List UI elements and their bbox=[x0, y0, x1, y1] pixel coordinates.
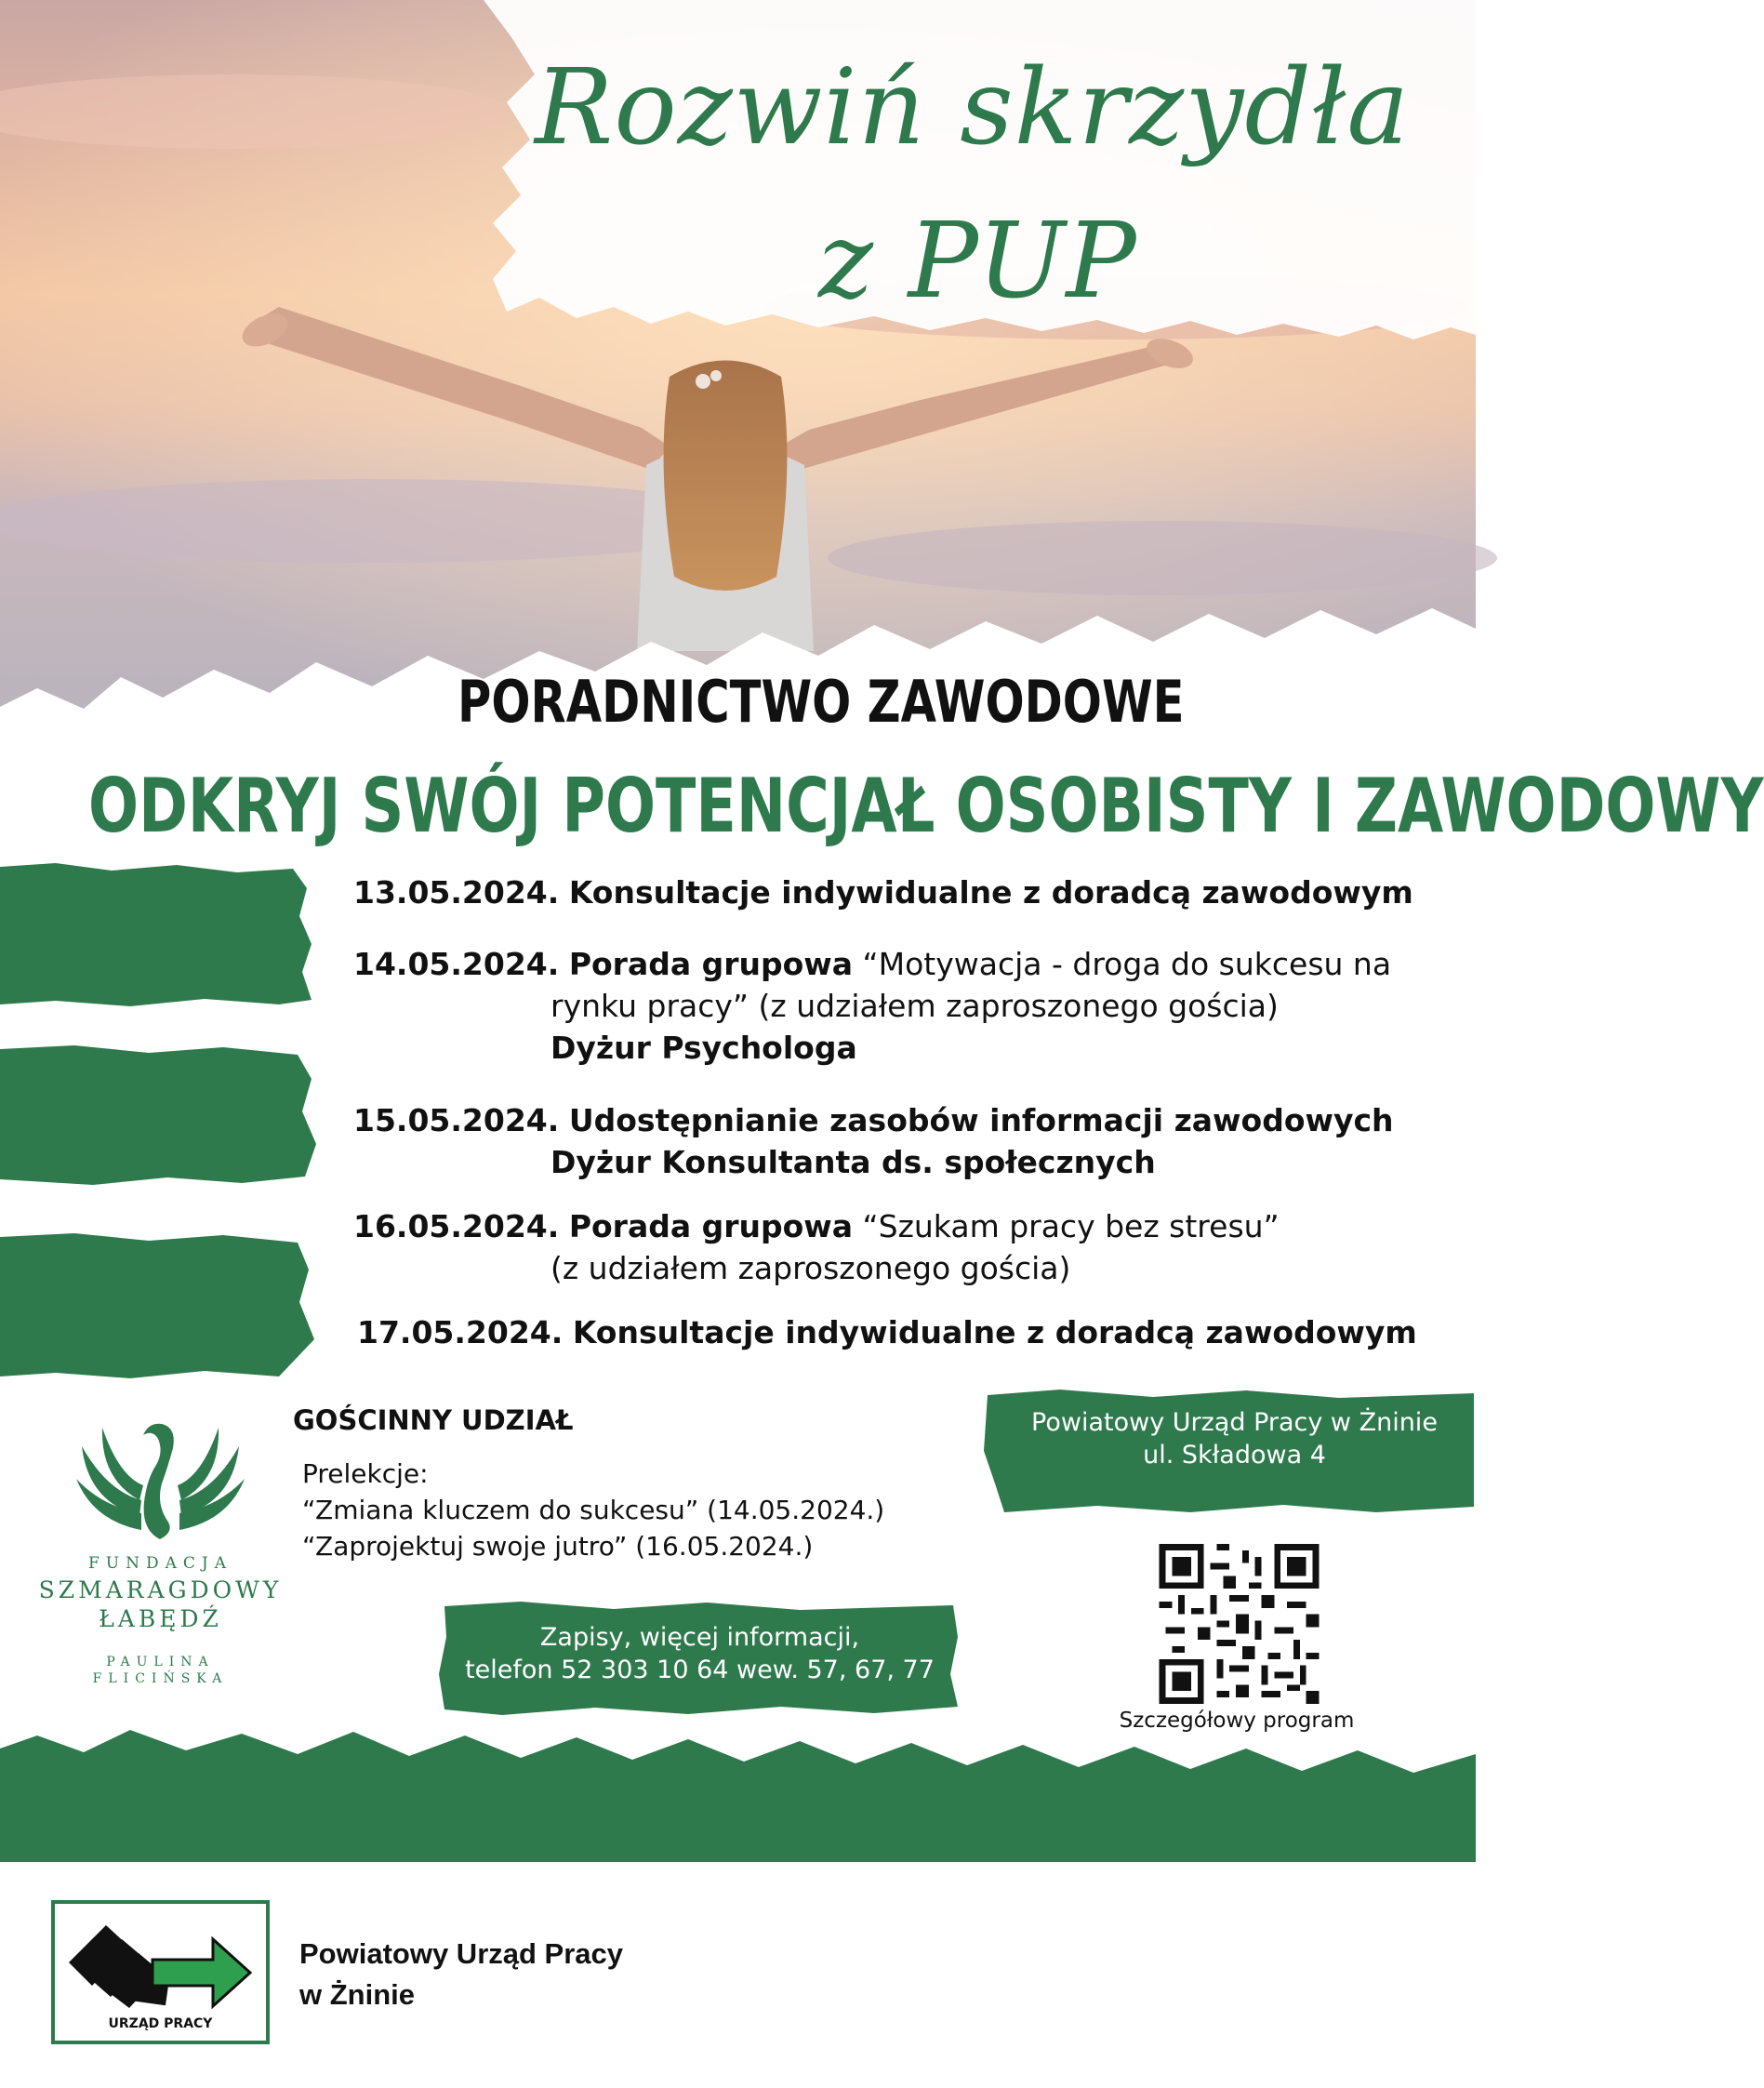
schedule-item-4 bbox=[353, 1205, 1280, 1289]
schedule-date: 13.05.2024. bbox=[353, 874, 560, 911]
schedule-text-line2: (z udziałem zaproszonego gościa) bbox=[550, 1250, 1071, 1286]
schedule-text: Konsultacje indywidualne z doradcą zawodowym bbox=[568, 874, 1413, 911]
schedule-text: Porada grupowa bbox=[568, 946, 854, 982]
schedule-date: 17.05.2024. bbox=[357, 1314, 564, 1350]
schedule-text-line2: rynku pracy” (z udziałem zaproszonego gościa) bbox=[550, 988, 1279, 1024]
qr-caption: Szczegółowy program bbox=[1119, 1709, 1355, 1733]
office-address bbox=[1000, 1406, 1469, 1471]
schedule-item-1 bbox=[353, 871, 1413, 913]
section-heading: PORADNICTWO ZAWODOWE bbox=[458, 668, 1185, 736]
foundation-name-line1: SZMARAGDOWY bbox=[38, 1576, 283, 1603]
pup-logo-text: URZĄD PRACY bbox=[108, 2016, 213, 2031]
foundation-logo bbox=[37, 1390, 284, 1686]
pup-arrow-logo-icon bbox=[64, 1911, 259, 2014]
footer-office-line2: w Żninie bbox=[299, 1978, 415, 2011]
pup-logo bbox=[51, 1900, 270, 2044]
swan-logo-icon bbox=[37, 1390, 284, 1549]
schedule-text-regular: “Szukam pracy bez stresu” bbox=[862, 1208, 1280, 1244]
contact-info bbox=[446, 1621, 953, 1686]
schedule-date: 14.05.2024. bbox=[353, 946, 560, 982]
hero-title-line2: z PUP bbox=[818, 201, 1137, 322]
office-name: Powiatowy Urząd Pracy w Żninie bbox=[1031, 1408, 1438, 1437]
foundation-name-line2: ŁABĘDŹ bbox=[99, 1605, 222, 1632]
schedule-item-3 bbox=[353, 1099, 1394, 1183]
footer-office-line1: Powiatowy Urząd Pracy bbox=[299, 1937, 624, 1970]
schedule-text-regular: “Motywacja - droga do sukcesu na bbox=[862, 946, 1392, 982]
schedule-text: Porada grupowa bbox=[568, 1208, 854, 1244]
schedule-item-5 bbox=[357, 1311, 1417, 1353]
schedule-text: Konsultacje indywidualne z doradcą zawodowym bbox=[572, 1314, 1417, 1350]
contact-phone: telefon 52 303 10 64 wew. 57, 67, 77 bbox=[465, 1656, 935, 1684]
section-subheading: ODKRYJ SWÓJ POTENCJAŁ OSOBISTY I ZAWODOWY bbox=[88, 763, 1764, 849]
foundation-label: FUNDACJA bbox=[87, 1554, 232, 1573]
schedule-text-line3: Dyżur Psychologa bbox=[550, 1030, 857, 1066]
contact-line1: Zapisy, więcej informacji, bbox=[539, 1623, 860, 1652]
guest-talk-1: “Zmiana kluczem do sukcesu” (14.05.2024.) bbox=[302, 1495, 885, 1525]
foundation-person-line2: FLICIŃSKA bbox=[92, 1671, 229, 1686]
hero-title-line1: Rozwiń skrzydła bbox=[535, 47, 1411, 168]
schedule-text: Udostępnianie zasobów informacji zawodowych bbox=[568, 1102, 1394, 1138]
qr-code-icon[interactable] bbox=[1158, 1544, 1320, 1704]
schedule-item-2 bbox=[353, 943, 1391, 1069]
schedule-date: 16.05.2024. bbox=[353, 1208, 560, 1244]
schedule-text-line2: Dyżur Konsultanta ds. społecznych bbox=[550, 1144, 1156, 1180]
guest-intro: Prelekcje: bbox=[302, 1458, 429, 1489]
foundation-person-line1: PAULINA bbox=[106, 1655, 215, 1669]
schedule-date: 15.05.2024. bbox=[353, 1102, 560, 1138]
guest-heading: GOŚCINNY UDZIAŁ bbox=[293, 1404, 574, 1436]
office-street: ul. Składowa 4 bbox=[1143, 1441, 1326, 1470]
guest-talk-2: “Zaprojektuj swoje jutro” (16.05.2024.) bbox=[302, 1531, 814, 1562]
